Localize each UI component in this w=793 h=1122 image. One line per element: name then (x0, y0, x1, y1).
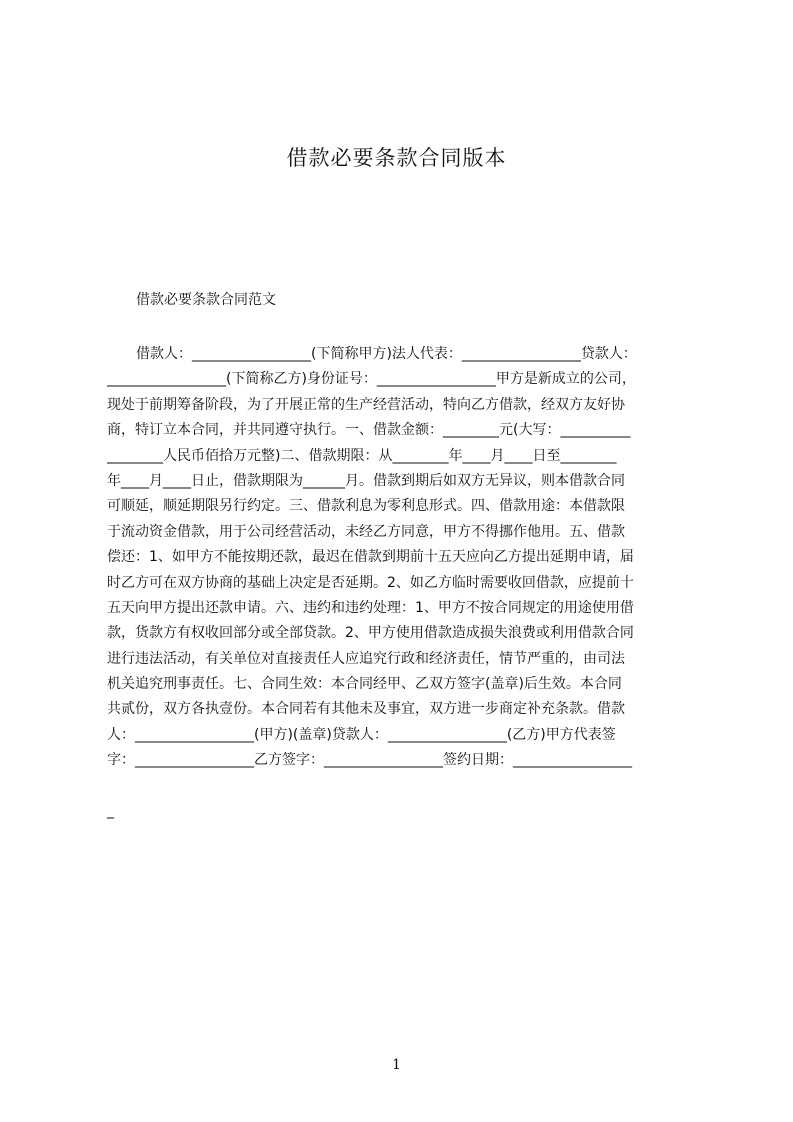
page-number: 1 (392, 1057, 401, 1073)
document-subtitle: 借款必要条款合同范文 (136, 292, 276, 308)
document-title: 借款必要条款合同版本 (286, 146, 507, 170)
body-line: 五天向甲方提出还款申请。六、违约和违约处理：1、甲方不按合同规定的用途使用借 (107, 599, 634, 616)
body-line: 款，货款方有权收回部分或全部贷款。2、甲方使用借款造成损失浪费或利用借款合同 (107, 625, 634, 642)
body-line: 现处于前期筹备阶段，为了开展正常的生产经营活动，特向乙方借款，经双方友好协 (107, 396, 625, 413)
body-line: 商，特订立本合同，并共同遵守执行。一、借款金额：________元(大写：__________ (107, 422, 631, 439)
body-line: 借款人：_________________(下简称甲方)法人代表：_________________贷款人： (136, 346, 637, 362)
body-line: 年____月____日止，借款期限为______月。借款到期后如双方无异议，则本借款合同 (107, 472, 625, 489)
trailing-underscore: _ (107, 803, 114, 819)
body-line: 共贰份，双方各执壹份。本合同若有其他未及事宜，双方进一步商定补充条款。借款 (107, 701, 625, 718)
body-line: 可顺延，顺延期限另行约定。三、借款利息为零利息形式。四、借款用途：本借款限 (107, 498, 625, 515)
body-line: 于流动资金借款，用于公司经营活动，未经乙方同意，甲方不得挪作他用。五、借款 (107, 523, 625, 540)
body-line: 人：_________________(甲方)(盖章)贷款人：_________________(乙方)甲方代表签 (107, 726, 616, 743)
body-line: 字：_________________乙方签字：_________________签约日期：_________________ (107, 752, 632, 769)
contract-body (107, 342, 697, 774)
body-line: ________人民币佰拾万元整)二、借款期限：从________年____月____日至________ (107, 447, 617, 464)
body-line: 时乙方可在双方协商的基础上决定是否延期。2、如乙方临时需要收回借款，应提前十 (107, 574, 634, 591)
body-line: 偿还：1、如甲方不能按期还款，最迟在借款到期前十五天应向乙方提出延期申请，届 (107, 549, 634, 566)
body-line: 进行违法活动，有关单位对直接责任人应追究行政和经济责任，情节严重的，由司法 (107, 650, 625, 667)
body-line: 机关追究刑事责任。七、合同生效：本合同经甲、乙双方签字(盖章)后生效。本合同 (107, 676, 622, 693)
body-line: _________________(下简称乙方)身份证号：_________________甲方是新成立的公司， (107, 371, 636, 388)
